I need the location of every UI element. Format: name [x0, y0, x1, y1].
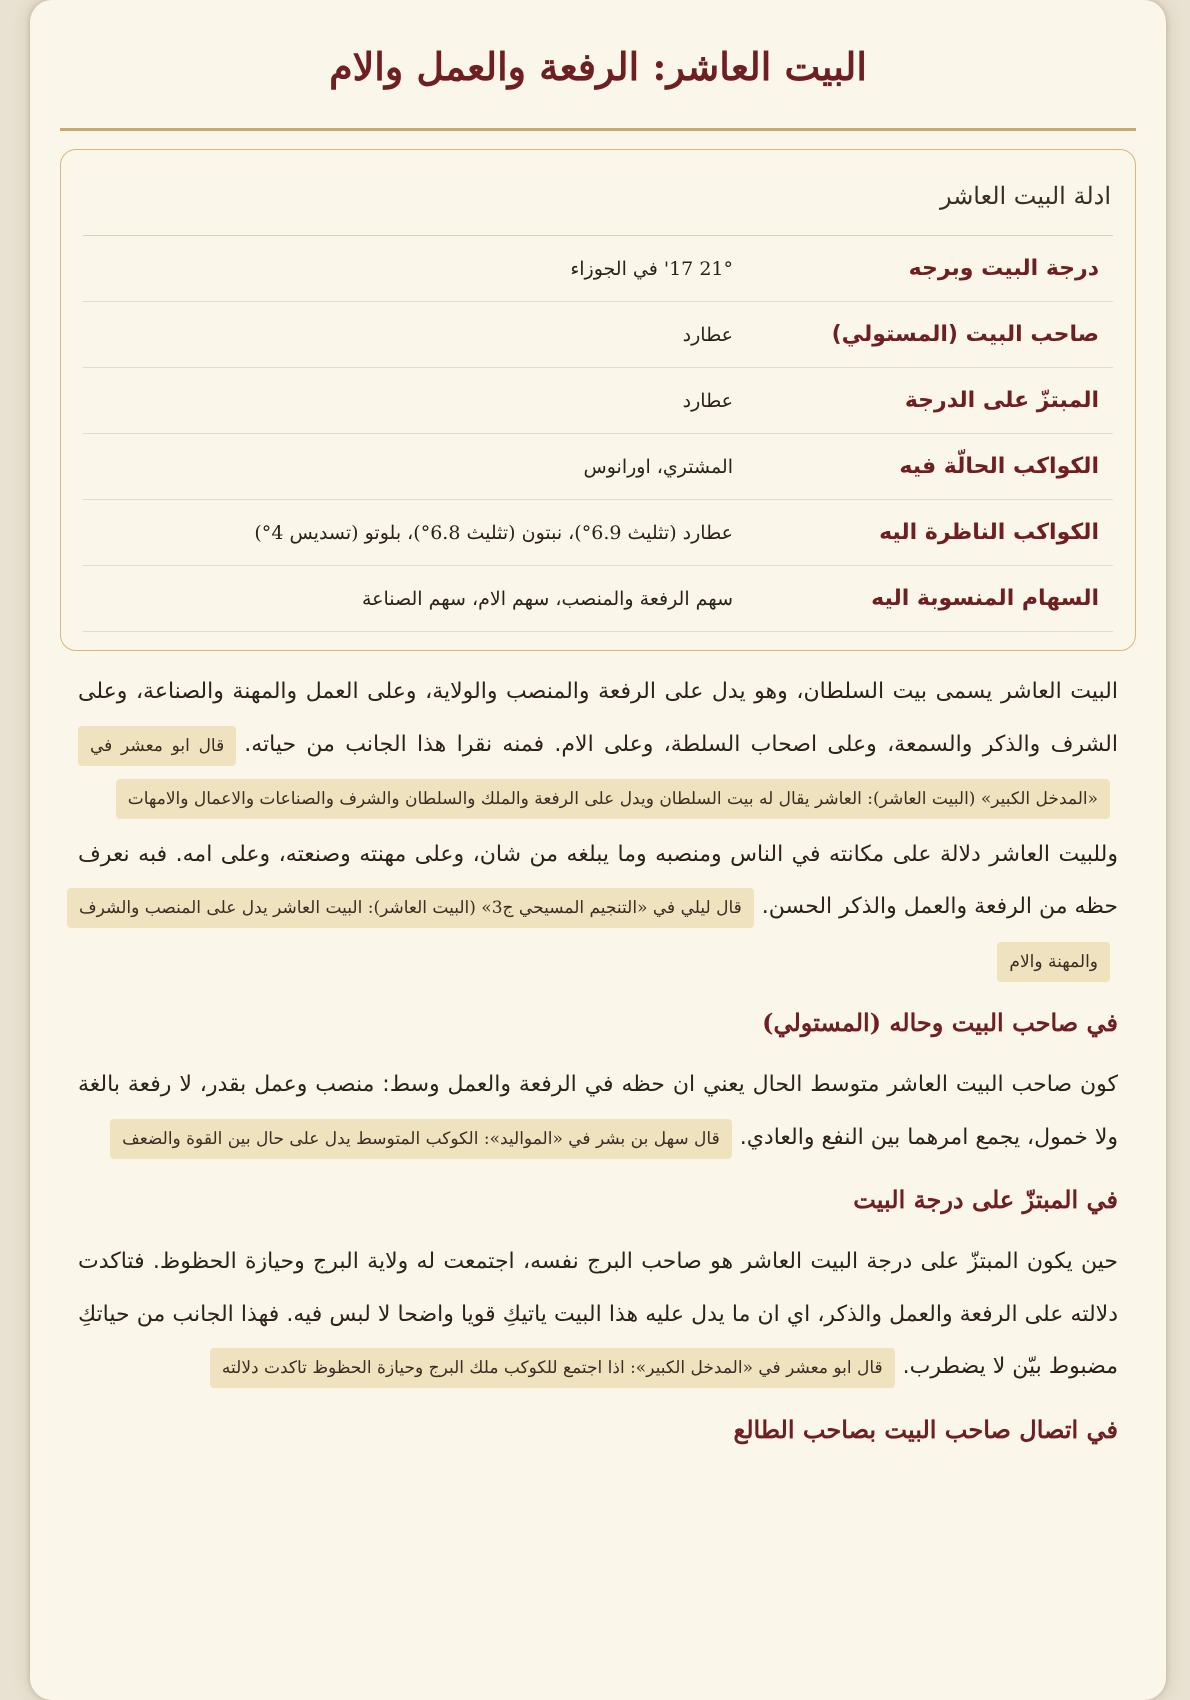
page-title: البيت العاشر: الرفعة والعمل والام — [60, 0, 1136, 131]
source-quote: قال ابو معشر في «المدخل الكبير»: اذا اجتمع للكوكب ملك البرج وحيازة الحظوظ تاكدت دلالته — [210, 1348, 895, 1388]
paragraph-text: البيت العاشر يسمى بيت السلطان، وهو يدل على الرفعة والمنصب والولاية، وعلى العمل والمهنة والصناعة، وعلى الشرف والذكر والسمعة، وعلى اصحاب السلطة، وعلى الام. فمنه نقرا هذا الجانب من حياته. — [78, 679, 1118, 757]
evidence-value: عطارد — [682, 389, 733, 412]
source-quote: قال سهل بن بشر في «المواليد»: الكوكب المتوسط يدل على حال بين القوة والضعف — [110, 1119, 732, 1159]
evidence-heading: ادلة البيت العاشر — [83, 164, 1113, 236]
evidence-value: عطارد — [682, 323, 733, 346]
section-paragraph — [60, 1236, 1136, 1395]
evidence-key: درجة البيت وبرجه — [908, 256, 1099, 281]
evidence-row — [83, 368, 1113, 434]
evidence-row — [83, 236, 1113, 302]
evidence-value: المشتري، اورانوس — [583, 455, 733, 478]
evidence-row — [83, 566, 1113, 632]
evidence-key: المبتزّ على الدرجة — [904, 388, 1099, 413]
evidence-value: عطارد (تثليث 6.9°)، نبتون (تثليث 6.8°)، بلوتو (تسديس 4°) — [254, 521, 733, 544]
paragraph-text: حين يكون المبتزّ على درجة البيت العاشر هو صاحب البرج نفسه، اجتمعت له ولاية البرج وحيازة الحظوظ. فتاكدت دلالته على الرفعة والعمل والذكر، اي ان ما يدل عليه هذا البيت ياتيكِ قويا واضحا لا لبس فيه. فهذا الجانب من حياتكِ مضبوط بيّن لا يضطرب. — [78, 1249, 1118, 1379]
source-quote: قال ليلي في «التنجيم المسيحي ج3» (البيت العاشر): البيت العاشر يدل على المنصب والشرف والمهنة والام — [67, 888, 1110, 982]
evidence-row — [83, 500, 1113, 566]
intro-paragraph — [60, 666, 1136, 826]
evidence-row — [83, 434, 1113, 500]
evidence-key: الكواكب الحالّة فيه — [899, 454, 1099, 479]
evidence-key: الكواكب الناظرة اليه — [879, 520, 1099, 545]
evidence-value: سهم الرفعة والمنصب، سهم الام، سهم الصناعة — [361, 587, 733, 610]
evidence-row — [83, 302, 1113, 368]
section-heading: في اتصال صاحب البيت بصاحب الطالع — [733, 1414, 1118, 1444]
evidence-value: 21° 17' في الجوزاء — [570, 257, 733, 280]
paragraph-text: كون صاحب البيت العاشر متوسط الحال يعني ان حظه في الرفعة والعمل وسط: منصب وعمل بقدر، لا رفعة بالغة ولا خمول، يجمع امرهما بين النفع والعادي. — [78, 1072, 1118, 1150]
source-quote: قال ابو معشر في «المدخل الكبير» (البيت العاشر): العاشر يقال له بيت السلطان ويدل على الرفعة والملك والسلطان والشرف والصناعات والاعمال والامهات — [78, 726, 1110, 820]
section-paragraph — [60, 1059, 1136, 1165]
section-heading: في المبتزّ على درجة البيت — [853, 1185, 1118, 1214]
intro-paragraph — [60, 829, 1136, 989]
page-sheet — [30, 0, 1166, 1700]
paragraph-text: وللبيت العاشر دلالة على مكانته في الناس ومنصبه وما يبلغه من شان، وعلى مهنته وصنعته، وعلى امه. فبه نعرف حظه من الرفعة والعمل والذكر الحسن. — [78, 841, 1118, 919]
evidence-box — [60, 149, 1136, 651]
section-heading: في صاحب البيت وحاله (المستولي) — [762, 1008, 1118, 1037]
evidence-key: صاحب البيت (المستولي) — [831, 322, 1099, 347]
evidence-key: السهام المنسوبة اليه — [871, 586, 1099, 611]
